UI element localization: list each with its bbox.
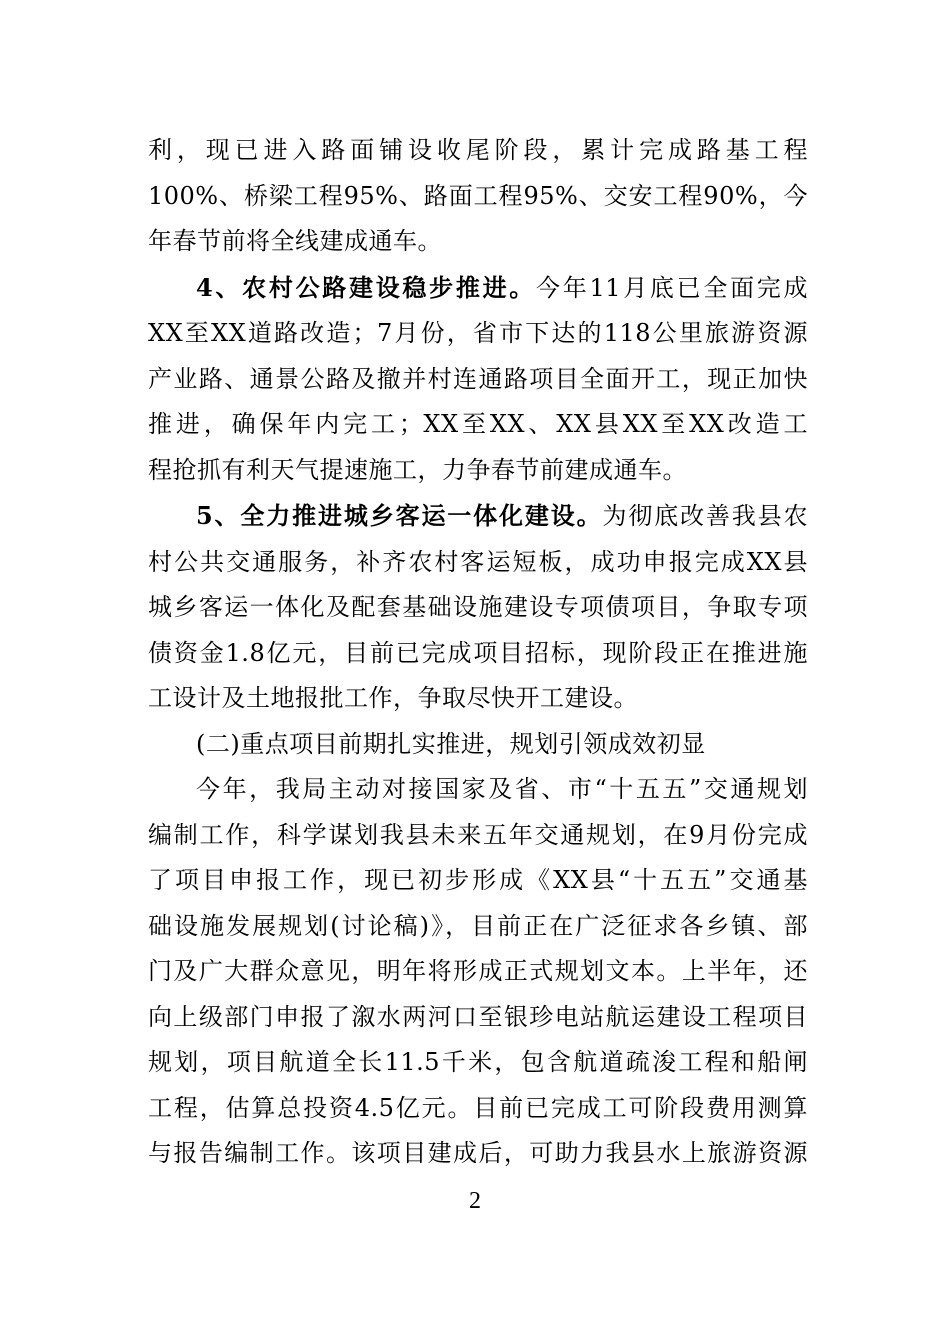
text-line (148, 493, 808, 540)
paragraph-planning (148, 767, 808, 1177)
paragraph-road-progress (148, 128, 808, 265)
text-line: 了项目申报工作，现已初步形成《XX县“十五五”交通基 (148, 866, 808, 894)
text-line: 与报告编制工作。该项目建成后，可助力我县水上旅游资源 (148, 1139, 808, 1167)
text-line: 100%、桥梁工程95%、路面工程95%、交安工程90%，今 (148, 181, 808, 210)
text-line: 推进，确保年内完工；XX至XX、XX县XX至XX改造工 (148, 410, 808, 438)
text-line: 础设施发展规划(讨论稿)》，目前正在广泛征求各乡镇、部 (148, 911, 808, 940)
text-line (148, 265, 808, 312)
text-line: 债资金1.8亿元，目前已完成项目招标，现阶段正在推进施 (148, 638, 808, 667)
text-line: XX至XX道路改造；7月份，省市下达的118公里旅游资源 (148, 319, 808, 347)
text-line: 利，现已进入路面铺设收尾阶段，累计完成路基工程 (148, 136, 808, 164)
text-segment: 为彻底改善我县农 (602, 502, 809, 530)
text-line: 规划，项目航道全长11.5千米，包含航道疏浚工程和船闸 (148, 1048, 808, 1076)
section-heading-4: 4、农村公路建设稳步推进。 (196, 272, 537, 302)
text-line: 年春节前将全线建成通车。 (148, 227, 442, 255)
subsection-title: (二)重点项目前期扎实推进，规划引领成效初显 (196, 729, 706, 758)
text-line: 村公共交通服务，补齐农村客运短板，成功申报完成XX县 (148, 547, 808, 576)
paragraph-urban-rural-transit (148, 493, 808, 722)
text-line: 程抢抓有利天气提速施工，力争春节前建成通车。 (148, 455, 687, 484)
document-body (148, 128, 808, 1177)
text-line: 工程，估算总投资4.5亿元。目前已完成工可阶段费用测算 (148, 1093, 808, 1122)
text-line: 向上级部门申报了溆水两河口至银珍电站航运建设工程项目 (148, 1002, 808, 1031)
paragraph-rural-roads (148, 265, 808, 494)
section-heading-5: 5、全力推进城乡客运一体化建设。 (196, 501, 603, 530)
subsection-heading-2 (148, 722, 808, 768)
text-line: 产业路、通景公路及撤并村连通路项目全面开工，现正加快 (148, 364, 808, 393)
text-line: 工设计及土地报批工作，争取尽快开工建设。 (148, 684, 638, 712)
text-line: 编制工作，科学谋划我县未来五年交通规划，在9月份完成 (148, 820, 808, 849)
text-line: 今年，我局主动对接国家及省、市“十五五”交通规划 (196, 775, 808, 803)
text-line: 门及广大群众意见，明年将形成正式规划文本。上半年，还 (148, 957, 808, 985)
page-number: 2 (469, 1188, 481, 1214)
text-line: 城乡客运一体化及配套基础设施建设专项债项目，争取专项 (148, 593, 808, 621)
text-segment: 今年11月底已全面完成 (536, 273, 808, 302)
